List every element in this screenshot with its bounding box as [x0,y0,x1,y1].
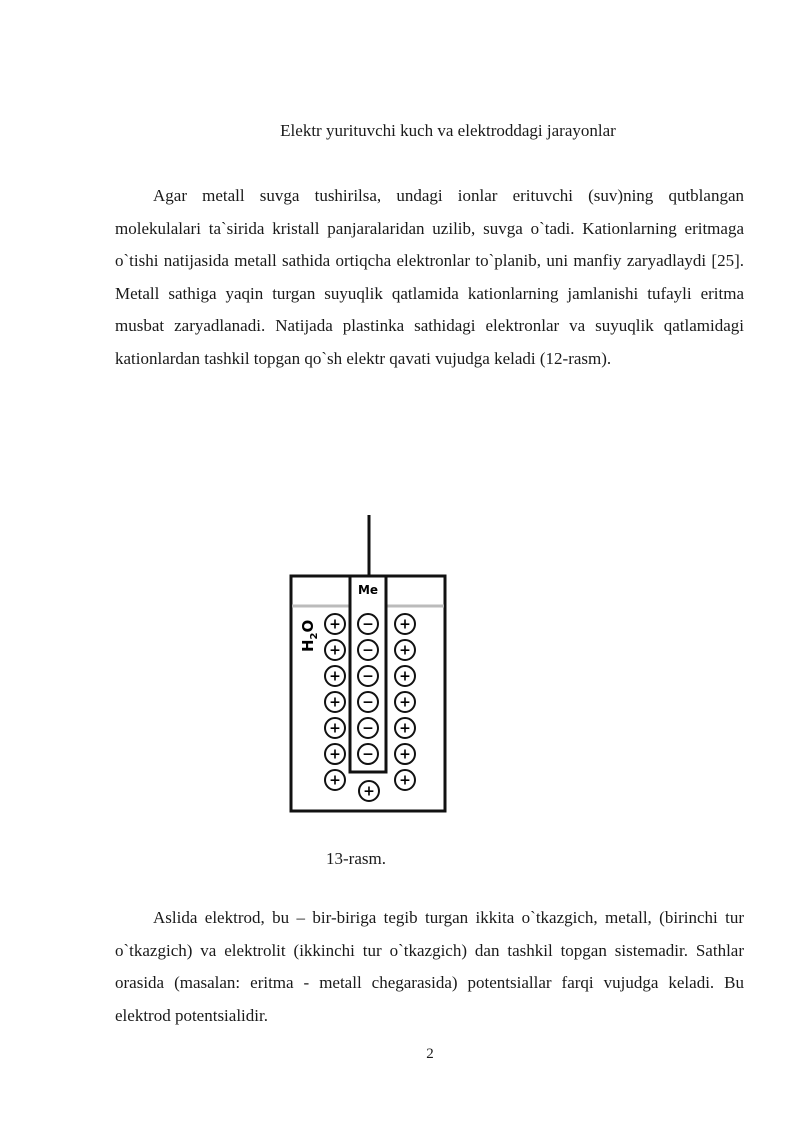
page-title: Elektr yurituvchi kuch va elektroddagi jarayonlar [280,121,616,140]
paragraph-2-text: Aslida elektrod, bu – bir-biriga tegib turgan ikkita o`tkazgich, metall, (birinchi tur o`tkazgich) va elektrolit (ikkinchi tur o`tkazgich) dan tashkil topgan sistemadir. Sathlar orasida (masalan: eritma - metall chegarasida) potentsiallar farqi vujudga keladi. Bu elektrod potentsialidir. [115,908,744,1025]
cation-right-sign: + [399,746,411,763]
cation-right-sign: + [399,720,411,737]
cation-left [325,640,345,660]
electron-sign: − [362,720,374,737]
solvent-label-subscript: 2 [309,632,320,640]
cation-left-sign: + [329,746,341,763]
solvent-label [299,620,320,652]
cation-right-sign: + [399,616,411,633]
electron [358,744,378,764]
electron [358,692,378,712]
cation-left-sign: + [329,642,341,659]
electrode-figure [280,510,460,820]
electron-sign: − [362,694,374,711]
cation-right-sign: + [399,772,411,789]
cation-left-sign: + [329,720,341,737]
electron-sign: − [362,616,374,633]
electron [358,718,378,738]
cation-right [395,640,415,660]
cation-left [325,770,345,790]
electron [358,666,378,686]
figure-caption: 13-rasm. [326,849,386,868]
electron-sign: − [362,668,374,685]
cation-left-sign: + [329,668,341,685]
cation-right [395,666,415,686]
cation-bottom-sign: + [363,783,375,800]
cation-right-sign: + [399,694,411,711]
cation-left [325,614,345,634]
cation-left [325,692,345,712]
paragraph-2 [115,902,744,1032]
cation-left [325,744,345,764]
cation-left-sign: + [329,694,341,711]
solvent-label-o: O [299,619,317,633]
paragraph-1 [115,180,744,375]
svg-text:H2O [299,620,320,652]
electrode-diagram [280,510,460,820]
electron [358,614,378,634]
cation-right [395,692,415,712]
solvent-label-h: H [299,639,317,652]
cation-left [325,718,345,738]
electron [358,640,378,660]
cation-left-sign: + [329,772,341,789]
electron-sign: − [362,642,374,659]
cation-right [395,744,415,764]
cation-right-sign: + [399,642,411,659]
cation-left [325,666,345,686]
cation-right [395,770,415,790]
paragraph-1-text: Agar metall suvga tushirilsa, undagi ionlar erituvchi (suv)ning qutblangan molekulalari ta`sirida kristall panjaralaridan uzilib, suvga o`tadi. Kationlarning eritmaga o`tishi natijasida metall sathida ortiqcha elektronlar to`planib, uni manfiy zaryadlaydi [25]. Metall sathiga yaqin turgan suyuqlik qatlamida kationlarning jamlanishi tufayli eritma musbat zaryadlanadi. Natijada plastinka sathidagi elektronlar va suyuqlik qatlamidagi kationlardan tashkil topgan qo`sh elektr qavati vujudga keladi (12-rasm). [115,186,744,368]
cation-right [395,718,415,738]
page-number: 2 [426,1046,434,1062]
electrode-label: Me [357,583,379,597]
electron-sign: − [362,746,374,763]
cation-right-sign: + [399,668,411,685]
cation-left-sign: + [329,616,341,633]
cation-right [395,614,415,634]
cation-bottom [359,781,379,801]
